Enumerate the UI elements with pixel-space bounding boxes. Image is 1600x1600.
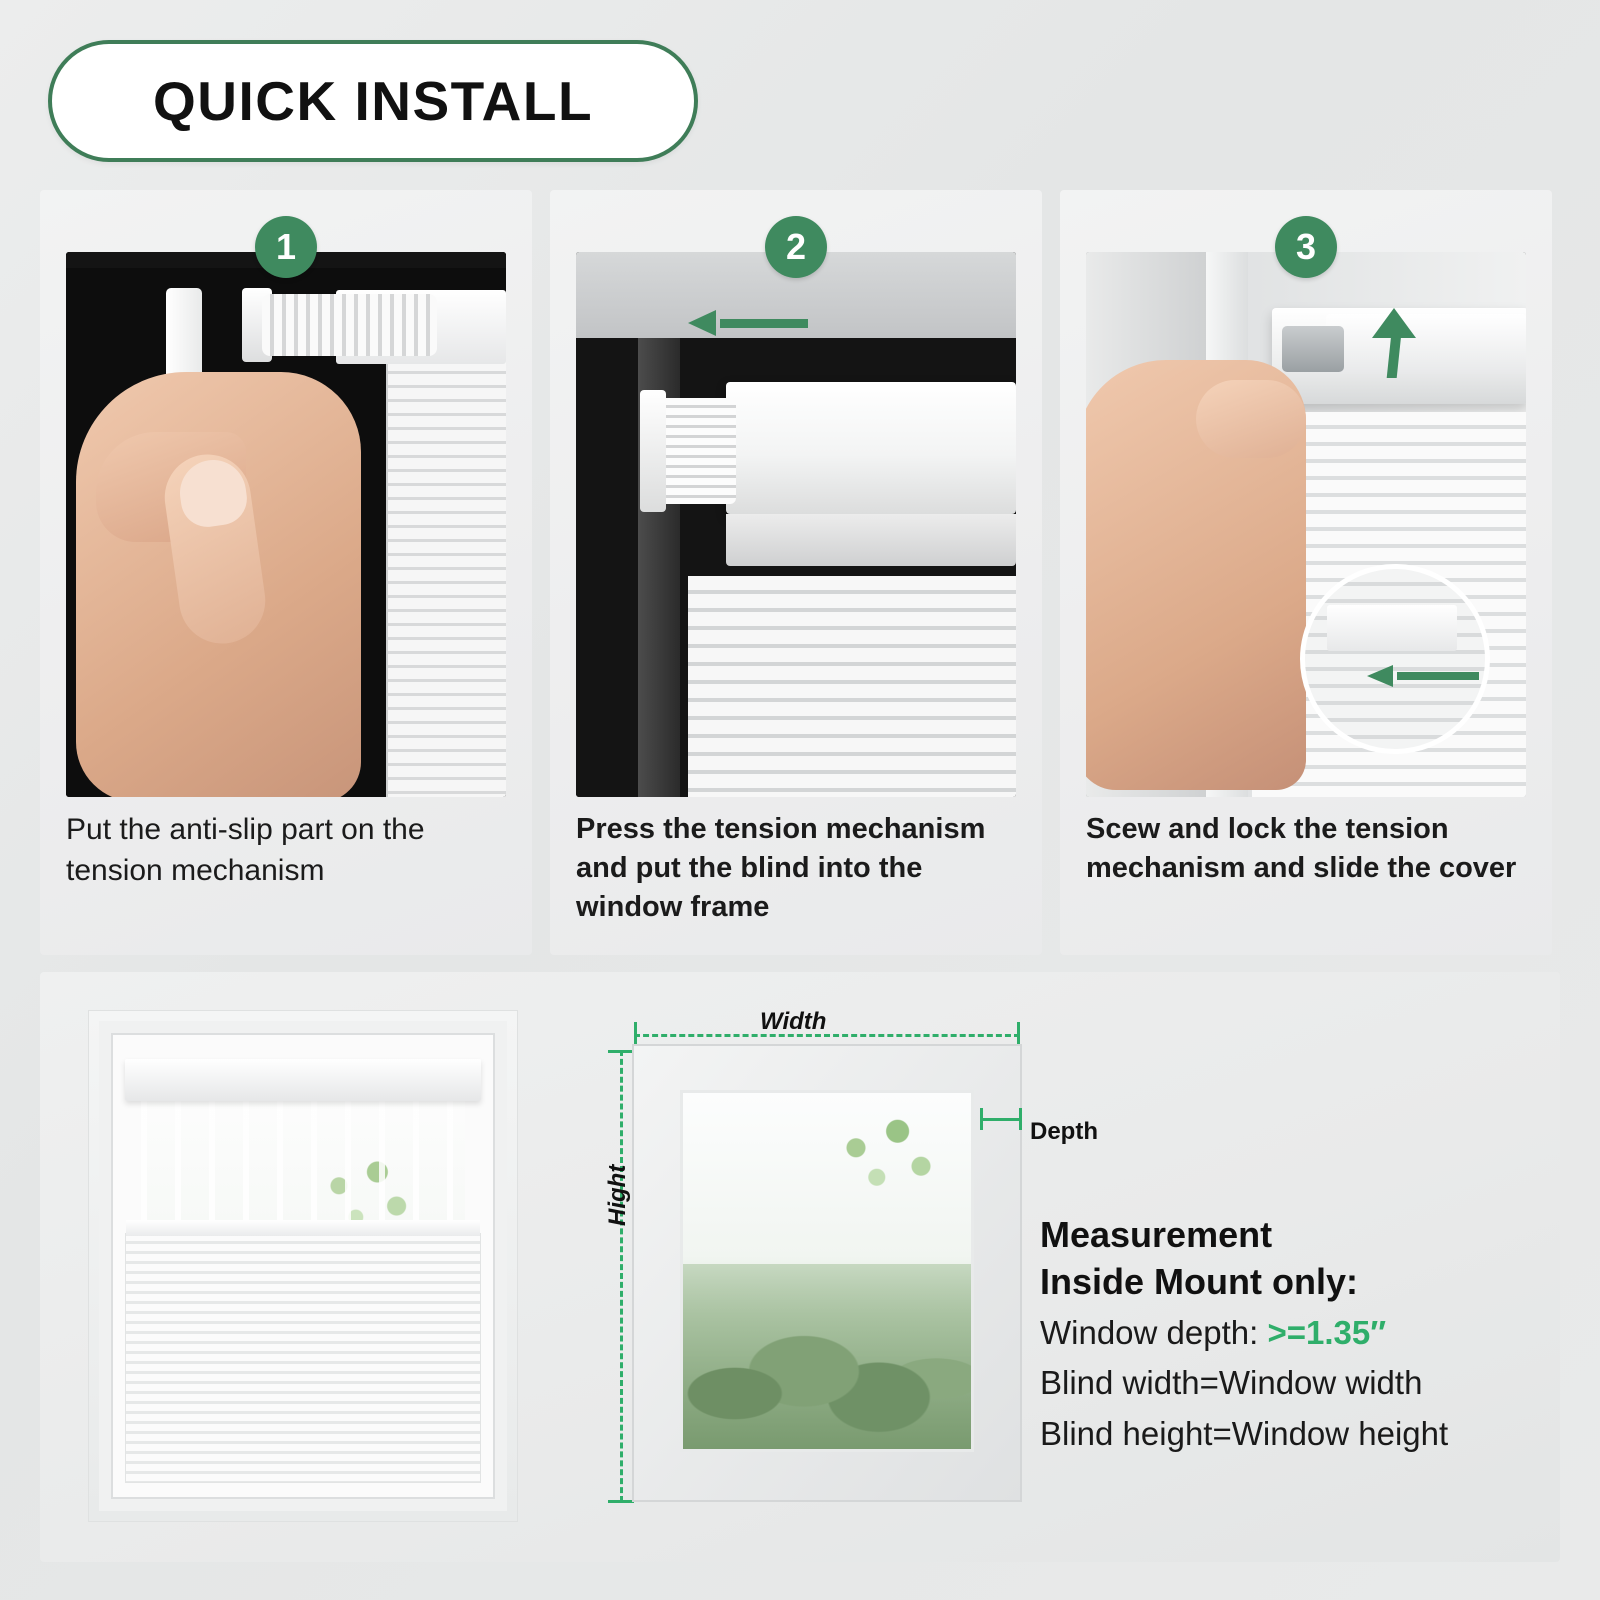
height-dimension-line <box>620 1050 623 1502</box>
steps-row <box>40 190 1560 955</box>
height-label: Hight <box>604 1164 631 1226</box>
step-card-2 <box>550 190 1042 955</box>
measurement-title-line1: Measurement <box>1040 1214 1273 1255</box>
measurement-text-block <box>1040 1212 1540 1458</box>
tension-mechanism <box>660 398 736 504</box>
left-arrow-icon <box>688 310 808 336</box>
step-card-3 <box>1060 190 1552 955</box>
up-arrow-icon <box>1372 308 1418 378</box>
page-title-badge <box>48 40 698 162</box>
step-number-badge-1: 1 <box>255 216 317 278</box>
step-2-photo-pressing-tension-mechanism <box>576 252 1016 797</box>
detail-zoom-circle <box>1300 564 1490 754</box>
blind-width-rule: Blind width=Window width <box>1040 1364 1423 1402</box>
step-1-caption: Put the anti-slip part on the tension mechanism <box>66 813 425 887</box>
screw-cap <box>1282 326 1344 372</box>
slide-cover <box>1326 314 1526 374</box>
window-depth-label: Window depth: <box>1040 1313 1259 1351</box>
step-2-caption: Press the tension mechanism and put the blind into the window frame <box>576 813 986 924</box>
step-3-photo-screwing-and-sliding-cover <box>1086 252 1526 797</box>
width-dimension-line <box>634 1034 1020 1037</box>
depth-label: Depth <box>1030 1118 1098 1145</box>
step-card-1 <box>40 190 532 955</box>
blind-height-rule: Blind height=Window height <box>1040 1415 1449 1453</box>
window-depth-row <box>1040 1310 1540 1357</box>
page-title: QUICK INSTALL <box>152 70 594 132</box>
hand-illustration <box>76 372 361 797</box>
step-number-badge-3: 3 <box>1275 216 1337 278</box>
step-number-badge-2: 2 <box>765 216 827 278</box>
window-depth-value: >=1.35″ <box>1267 1313 1387 1351</box>
installed-blind-window-photo <box>88 1010 518 1522</box>
hand-illustration <box>1086 360 1306 790</box>
left-arrow-icon <box>1367 665 1479 687</box>
depth-dimension-line <box>980 1118 1022 1121</box>
step-1-photo-hand-holding-anti-slip-part <box>66 252 506 797</box>
step-3-caption: Scew and lock the tension mechanism and slide the cover <box>1086 813 1517 885</box>
measurement-panel <box>40 972 1560 1562</box>
measurement-title-line2: Inside Mount only: <box>1040 1260 1358 1302</box>
width-label: Width <box>760 1008 827 1035</box>
measurement-diagram <box>604 1008 1098 1528</box>
